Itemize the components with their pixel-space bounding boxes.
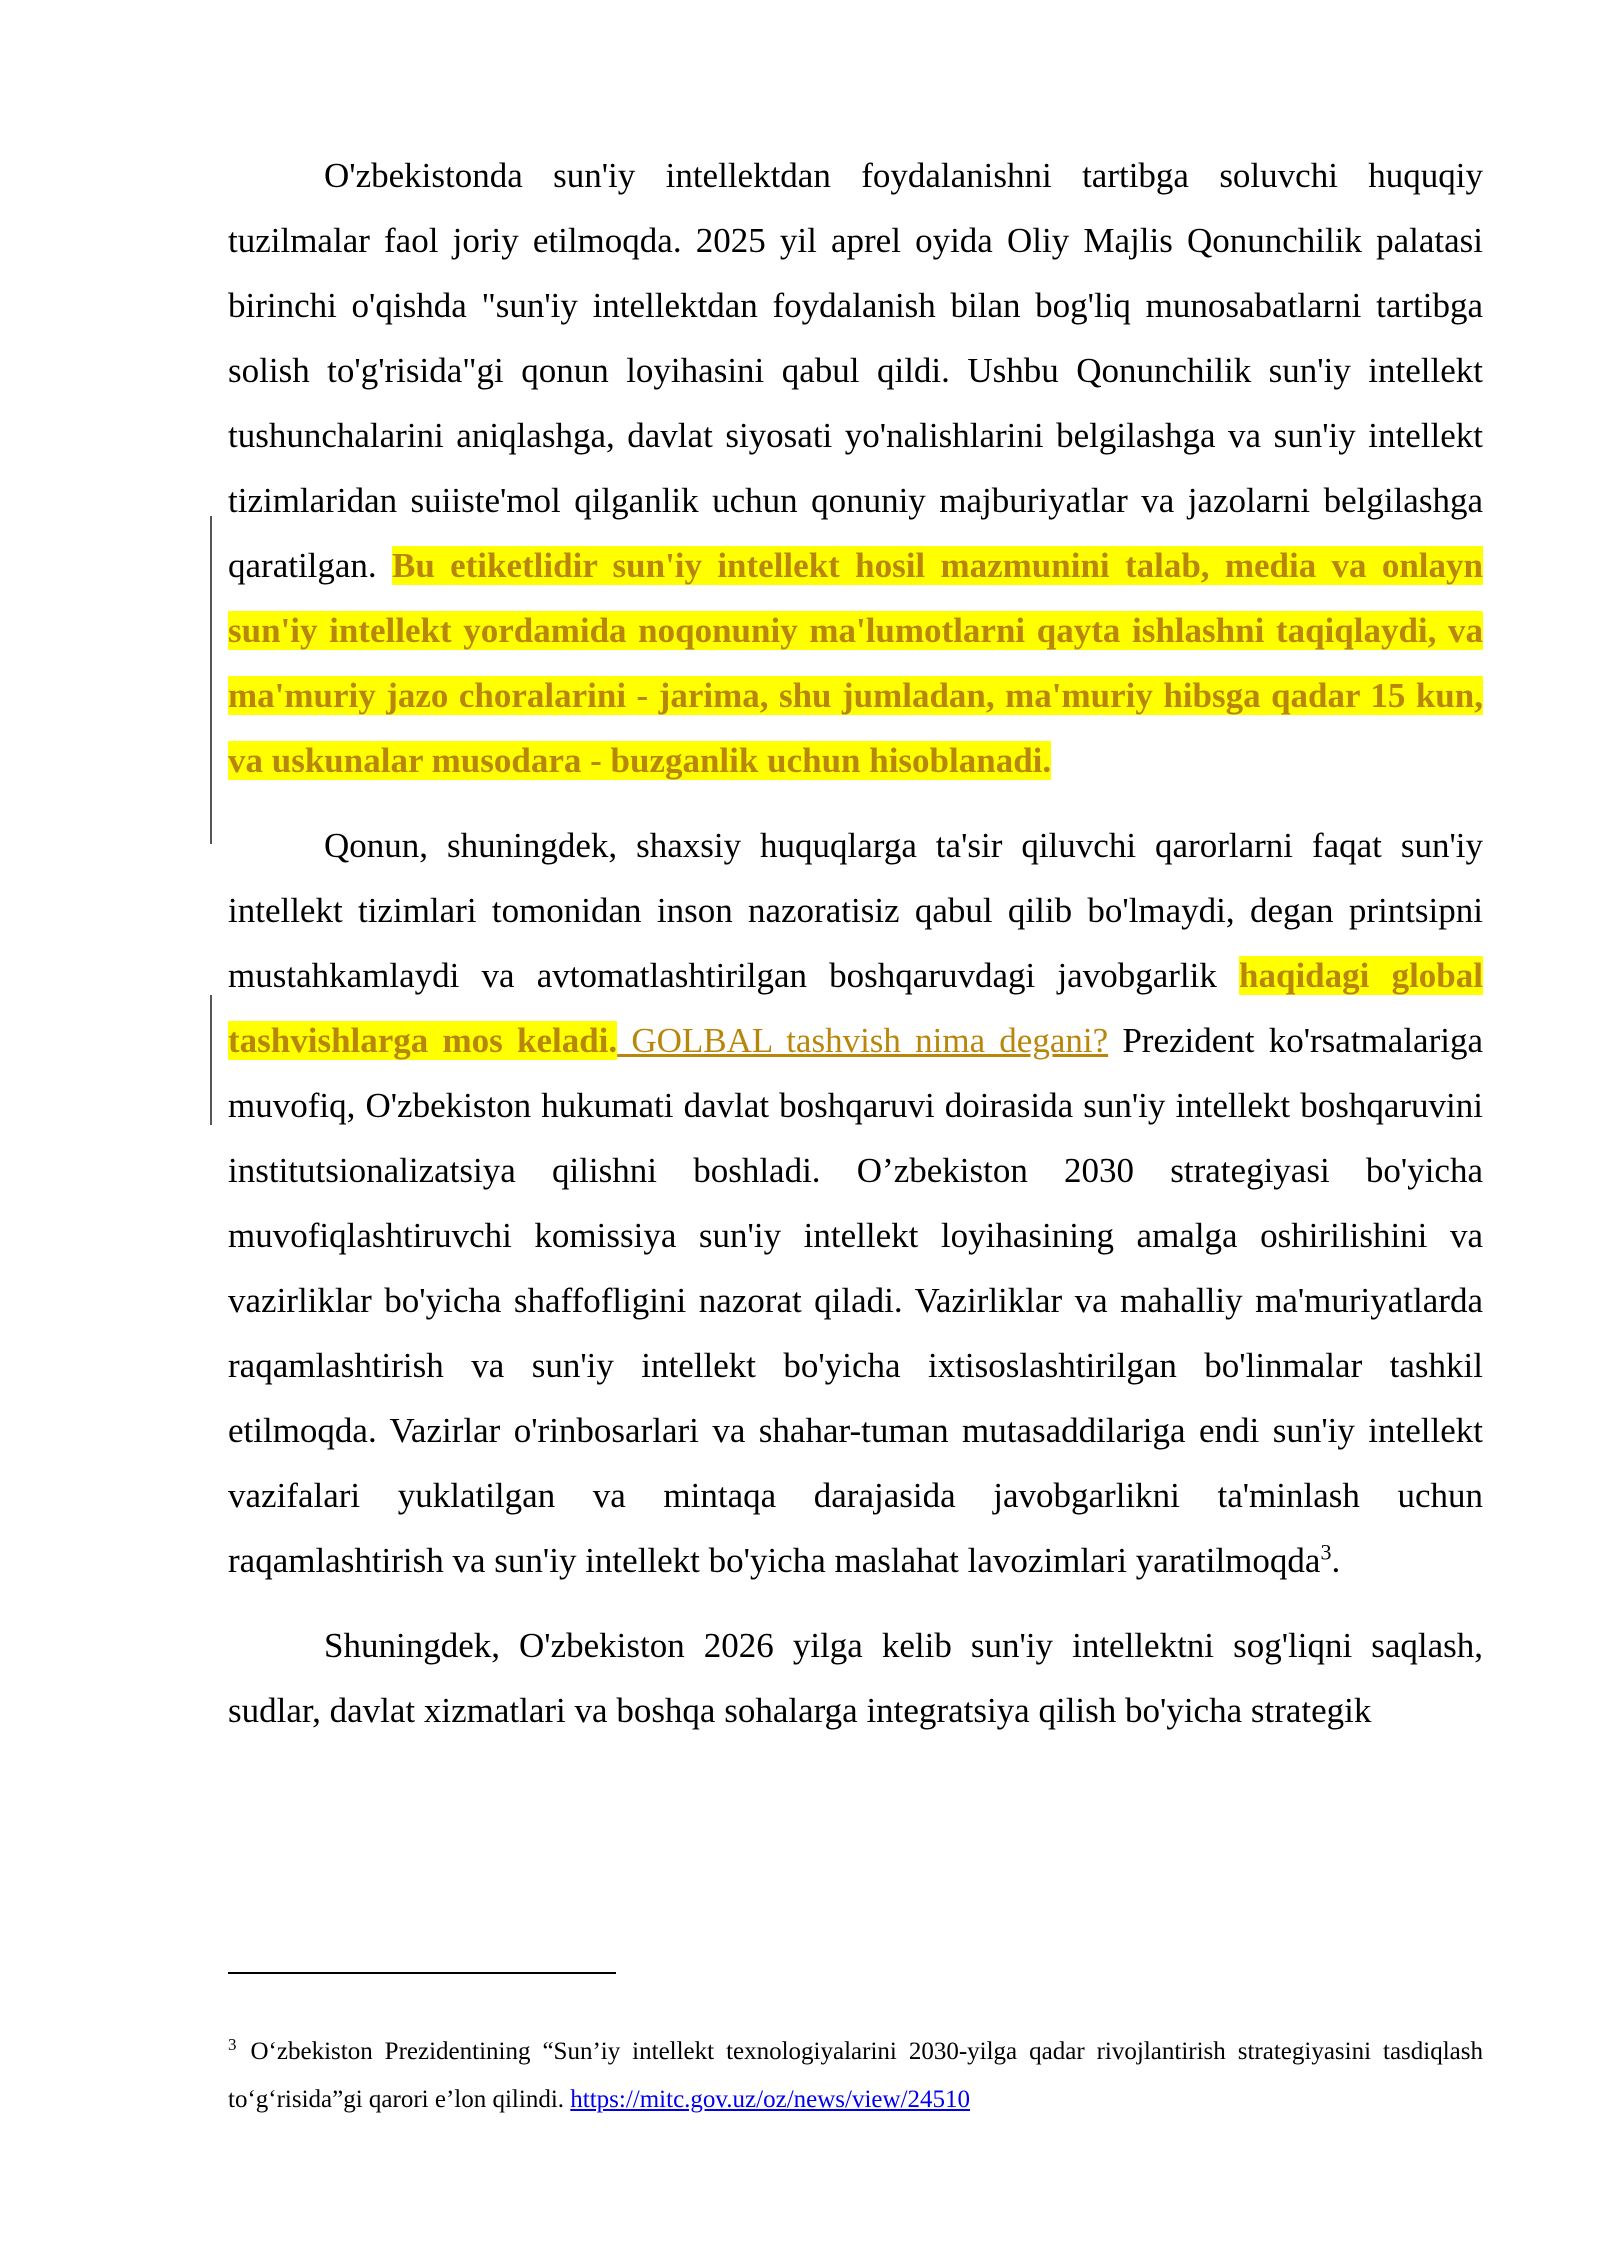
paragraph-end: . xyxy=(1331,1541,1341,1580)
paragraph-text-continued: Prezident ko'rsatmalariga muvofiq, O'zbekiston hukumati davlat boshqaruvi doirasida sun'iy intellekt boshqaruvini institutsionalizatsiya qilishni boshladi. O’zbekiston 2030 strategiyasi bo'yicha muvofiqlashtiruvchi komissiya sun'iy intellekt loyihasining amalga oshirilishini va vazirliklar bo'yicha shaffofligini nazorat qiladi. Vazirliklar va mahalliy ma'muriyatlarda raqamlashtirish va sun'iy intellekt bo'yicha ixtisoslashtirilgan bo'linmalar tashkil etilmoqda. Vazirlar o'rinbosarlari va shahar-tuman mutasaddilariga endi sun'iy intellekt vazifalari yuklatilgan va mintaqa darajasida javobgarlikni ta'minlash uchun raqamlashtirish va sun'iy intellekt bo'yicha maslahat lavozimlari yaratilmoqda xyxy=(228,1021,1483,1580)
footnote xyxy=(228,2028,1483,2124)
paragraph-text: Qonun, shuningdek, shaxsiy huquqlarga ta'sir qiluvchi qarorlarni faqat sun'iy intellekt tizimlari tomonidan inson nazoratisiz qabul qilib bo'lmaydi, degan printsipni mustahkamlaydi va avtomatlashtirilgan boshqaruvdagi javobgarlik xyxy=(228,826,1483,995)
footnote-number: 3 xyxy=(228,2034,237,2054)
paragraph-2 xyxy=(228,813,1483,1593)
inline-comment[interactable]: GOLBAL tashvish nima degani? xyxy=(617,1021,1109,1060)
change-bar xyxy=(210,516,212,844)
paragraph-text: Shuningdek, O'zbekiston 2026 yilga kelib sun'iy intellektni sog'liqni saqlash, sudlar, davlat xizmatlari va boshqa sohalarga integratsiya qilish bo'yicha strategik xyxy=(228,1626,1483,1730)
footnote-reference[interactable]: 3 xyxy=(1320,1539,1332,1565)
highlighted-text: haqidagi global tashvishlarga mos keladi. xyxy=(228,956,1483,1060)
footnote-link[interactable]: https://mitc.gov.uz/oz/news/view/24510 xyxy=(570,2086,971,2113)
paragraph-1 xyxy=(228,143,1483,793)
paragraph-text: O'zbekistonda sun'iy intellektdan foydalanishni tartibga soluvchi huquqiy tuzilmalar faol joriy etilmoqda. 2025 yil aprel oyida Oliy Majlis Qonunchilik palatasi birinchi o'qishda "sun'iy intellektdan foydalanish bilan bog'liq munosabatlarni tartibga solish to'g'risida"gi qonun loyihasini qabul qildi. Ushbu Qonunchilik sun'iy intellekt tushunchalarini aniqlashga, davlat siyosati yo'nalishlarini belgilashga va sun'iy intellekt tizimlaridan suiiste'mol qilganlik uchun qonuniy majburiyatlar va jazolarni belgilashga qaratilgan. xyxy=(228,156,1483,585)
footnote-separator xyxy=(228,1972,616,1974)
highlighted-text: Bu etiketlidir sun'iy intellekt hosil mazmunini talab, media va onlayn sun'iy intellekt yordamida noqonuniy ma'lumotlarni qayta ishlashni taqiqlaydi, va ma'muriy jazo choralarini - jarima, shu jumladan, ma'muriy hibsga qadar 15 kun, va uskunalar musodara - buzganlik uchun hisoblanadi. xyxy=(228,546,1483,780)
document-body xyxy=(228,143,1483,1763)
paragraph-3 xyxy=(228,1613,1483,1743)
change-bar xyxy=(210,995,212,1125)
footnote-text: O‘zbekiston Prezidentining “Sun’iy intellekt texnologiyalarini 2030-yilga qadar rivojlantirish strategiyasini tasdiqlash to‘g‘risida”gi qarori e’lon qilindi. xyxy=(228,2038,1483,2113)
